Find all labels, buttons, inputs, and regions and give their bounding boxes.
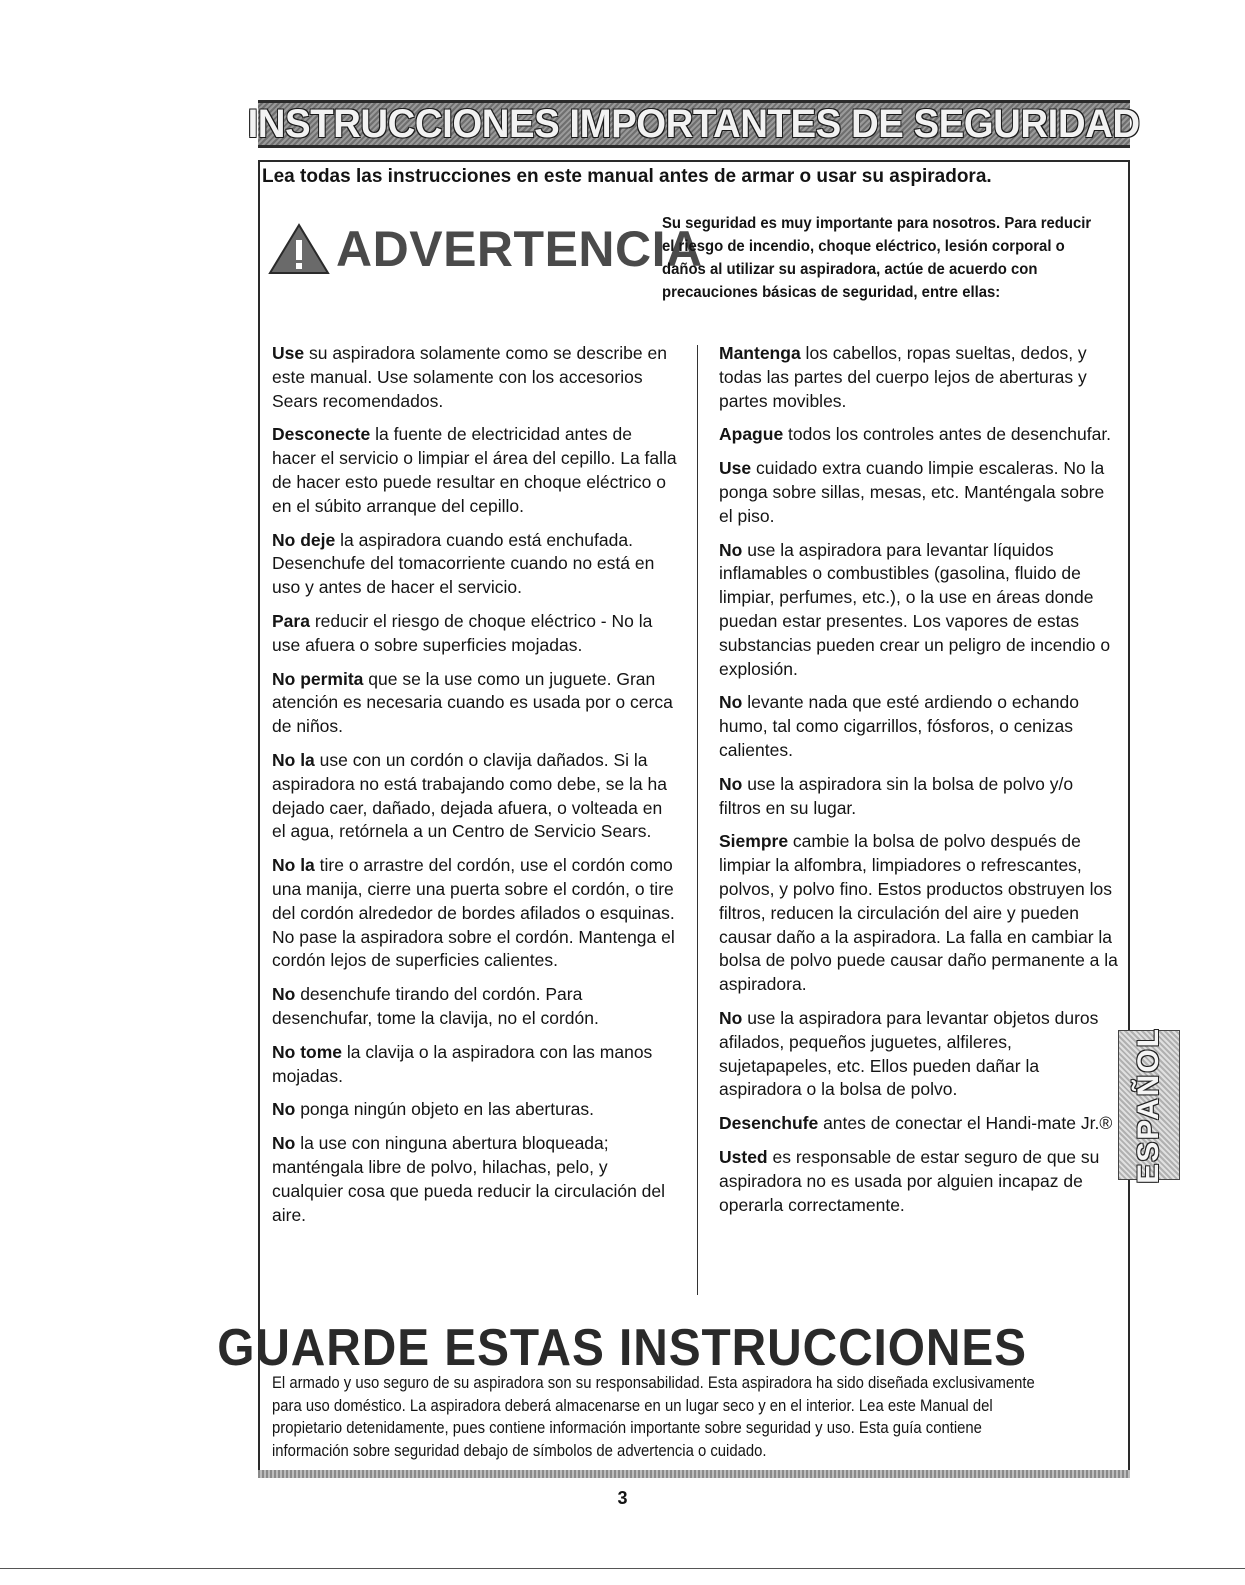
instruction-lead: No deje [272,529,336,550]
instruction-lead: No [719,692,743,713]
instruction-text: ponga ningún objeto en las aberturas. [295,1099,595,1120]
instruction-lead: Usted [719,1146,768,1167]
warning-heading [268,220,703,278]
instruction-item [272,1098,677,1122]
instruction-item [272,610,677,658]
instruction-item [272,749,677,844]
instruction-lead: Siempre [719,831,789,852]
warning-label: ADVERTENCIA [336,221,703,277]
instruction-item [719,457,1119,528]
instruction-lead: No [272,984,296,1005]
instruction-lead: No la [272,855,315,876]
instruction-lead: Use [719,458,752,479]
instruction-text: que se la use como un juguete. Gran atención es necesaria cuando es usada por o cerca de niños. [272,668,673,737]
instruction-lead: Apague [719,424,784,445]
instruction-text: use la aspiradora para levantar objetos duros afilados, pequeños juguetes, alfileres, sujetapapeles, etc. Ellos pueden dañar la aspiradora o la bolsa de polvo. [719,1007,1099,1100]
instruction-lead: Desenchufe [719,1113,819,1134]
warning-triangle-icon [268,223,330,275]
instruction-item [719,1112,1119,1136]
instruction-lead: No tome [272,1041,342,1062]
intro-text: Lea todas las instrucciones en este manual antes de armar o usar su aspiradora. [262,166,992,187]
instruction-item [272,423,677,518]
instruction-text: todos los controles antes de desenchufar. [783,424,1112,445]
page-number: 3 [617,1488,628,1508]
instruction-text: tire o arrastre del cordón, use el cordón como una manija, cierre una puerta sobre el cordón, o tire del cordón alrededor de bordes afilados o esquinas. No pase la aspiradora sobre el cordón. Mantenga el cordón lejos de superficies calientes. [272,855,675,971]
instruction-item [719,773,1119,821]
instruction-text: use la aspiradora para levantar líquidos inflamables o combustibles (gasolina, fluido de limpiar, perfumes, etc.), o la use en áreas donde puedan estar presentes. Los vapores de estas substancias pueden crear un peligro de incendio o explosión. [719,539,1111,679]
instruction-text: la use con ninguna abertura bloqueada; manténgala libre de polvo, hilachas, pelo, y cualquier cosa que pueda reducir la circulación del aire. [272,1133,666,1225]
instruction-text: desenchufe tirando del cordón. Para desenchufar, tome la clavija, no el cordón. [272,984,599,1028]
instruction-item [719,423,1119,447]
instruction-item [719,830,1119,997]
left-instructions-column [272,342,677,1237]
instruction-item [719,342,1119,413]
instruction-text: los cabellos, ropas sueltas, dedos, y todas las partes del cuerpo lejos de aberturas y partes movibles. [719,343,1087,411]
right-instructions-column [719,342,1119,1227]
instruction-text: use la aspiradora sin la bolsa de polvo y/o filtros en su lugar. [719,773,1074,818]
column-divider [697,345,698,1295]
title-banner [247,100,1141,148]
instruction-text: antes de conectar el Handi-mate Jr.® [818,1113,1113,1134]
instruction-item [719,539,1119,682]
page-title: INSTRUCCIONES IMPORTANTES DE SEGURIDAD [247,101,1141,146]
language-tab [1118,1026,1180,1184]
instruction-text: use con un cordón o clavija dañados. Si la aspiradora no está trabajando como debe, se la ha dejado caer, dañado, dejada afuera, o volteada en el agua, retórnela a un Centro de Servicio Sears. [272,749,667,842]
instruction-item [272,983,677,1031]
instruction-lead: Use [272,343,305,363]
instruction-text: cambie la bolsa de polvo después de limpiar la alfombra, limpiadores o refrescantes, polvos, y polvo fino. Estos productos obstruyen los filtros, reducen la circulación del aire y pueden causar daño a la aspiradora. La falla en cambiar la bolsa de polvo puede causar daño permanente a la aspiradora. [719,831,1118,995]
instruction-item [272,854,677,973]
instruction-lead: No [719,773,743,794]
instruction-item [272,1132,677,1227]
bottom-rule [0,1568,1245,1569]
instruction-item [719,1146,1119,1217]
instruction-item [719,1007,1119,1102]
instruction-lead: No [719,539,743,560]
save-instructions-heading: GUARDE ESTAS INSTRUCCIONES [217,1319,1028,1377]
instruction-lead: No [719,1007,743,1028]
instruction-lead: No permita [272,668,364,689]
instruction-lead: Mantenga [719,343,801,363]
language-tab-label: ESPAÑOL [1132,1026,1165,1184]
instruction-text: reducir el riesgo de choque eléctrico - No la use afuera o sobre superficies mojadas. [272,610,653,655]
instruction-lead: Desconecte [272,424,371,445]
instruction-text: su aspiradora solamente como se describe en este manual. Use solamente con los accesorios Sears recomendados. [272,343,667,411]
instruction-item [272,342,677,413]
instruction-item [272,529,677,600]
instruction-text: la fuente de electricidad antes de hacer el servicio o limpiar el área del cepillo. La falla de hacer esto puede resultar en choque eléctrico o en el súbito arranque del cepillo. [272,424,677,516]
instruction-text: es responsable de estar seguro de que su aspiradora no es usada por alguien incapaz de operarla correctamente. [719,1146,1100,1215]
instruction-lead: Para [272,610,310,631]
warning-text: Su seguridad es muy importante para nosotros. Para reducir el riesgo de incendio, choque eléctrico, lesión corporal o daños al utilizar su aspiradora, actúe de acuerdo con precauciones básicas de seguridad, entre ellas: [662,215,1092,301]
instruction-lead: No la [272,749,315,770]
instruction-lead: No [272,1133,296,1154]
instruction-text: levante nada que esté ardiendo o echando humo, tal como cigarrillos, fósforos, o cenizas calientes. [719,692,1079,760]
instruction-item [272,1041,677,1089]
instruction-lead: No [272,1099,296,1120]
instruction-text: la clavija o la aspiradora con las manos mojadas. [272,1041,653,1086]
instruction-text: cuidado extra cuando limpie escaleras. No la ponga sobre sillas, mesas, etc. Manténgala sobre el piso. [719,458,1105,526]
instruction-text: la aspiradora cuando está enchufada. Desenchufe del tomacorriente cuando no está en uso y antes de hacer el servicio. [272,529,655,598]
footer-paragraph: El armado y uso seguro de su aspiradora son su responsabilidad. Esta aspiradora ha sido diseñada exclusivamente para uso doméstico. La aspiradora deberá almacenarse en un lugar seco y en el interior. Lea este Manual del propietario detenidamente, pues contiene información importante sobre seguridad y uso. Esta guía contiene información sobre seguridad debajo de símbolos de advertencia o cuidado. [272,1374,1035,1460]
instruction-item [272,668,677,739]
frame-bottom-bar [258,1470,1130,1478]
instruction-item [719,691,1119,762]
